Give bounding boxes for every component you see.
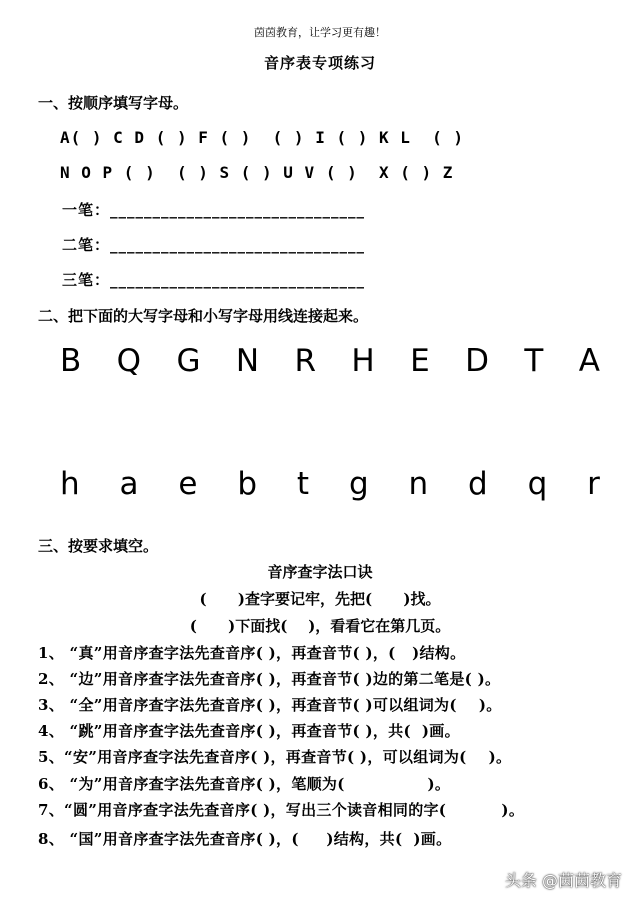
uppercase-letter: A [578,343,600,379]
uppercase-letter: B [60,343,82,379]
lowercase-letter: q [527,466,548,502]
watermark: 头条 @茵茵教育 [504,871,622,890]
question-5: 5、“安”用音序查字法先查音序( )，再查音节( )，可以组词为( )。 [38,748,512,766]
lowercase-letter: t [296,466,310,502]
uppercase-letter: G [176,343,201,379]
uppercase-row [60,343,600,379]
section3-heading: 三、按要求填空。 [38,537,159,555]
lowercase-letter: b [237,466,258,502]
lowercase-letter: d [468,466,488,502]
lowercase-letter: r [587,466,600,502]
uppercase-letter: E [410,343,430,379]
question-1: 1、 “真”用音序查字法先查音序( )，再查音节( )，( )结构。 [38,644,466,662]
rhyme-title: 音序查字法口诀 [267,563,373,581]
stroke-line-1: 一笔：______________________________ [62,201,366,219]
stroke-line-2: 二笔：______________________________ [62,236,366,254]
lowercase-letter: h [60,466,80,502]
uppercase-letter: D [465,343,489,379]
sequence-row-1: A( ) C D ( ) F ( ) ( ) I ( ) K L ( ) [60,128,465,147]
lowercase-row [60,466,600,502]
page-header: 茵茵教育，让学习更有趣！ [254,26,386,39]
question-6: 6、 “为”用音序查字法先查音序( )，笔顺为( )。 [38,775,451,793]
question-8: 8、 “国”用音序查字法先查音序( )，( )结构，共( )画。 [38,830,452,848]
rhyme-line-2: ( )下面找( )，看看它在第几页。 [189,617,451,635]
question-4: 4、 “跳”用音序查字法先查音序( )，再查音节( )，共( )画。 [38,722,460,740]
question-3: 3、 “全”用音序查字法先查音序( )，再查音节( )可以组词为( )。 [38,696,502,714]
lowercase-letter: g [348,466,369,502]
stroke-line-3: 三笔：______________________________ [62,271,366,289]
lowercase-letter: a [119,466,139,502]
section2-heading: 二、把下面的大写字母和小写字母用线连接起来。 [38,307,369,325]
question-2: 2、 “边”用音序查字法先查音序( )，再查音节( )边的第二笔是( )。 [38,670,501,688]
lowercase-letter: n [408,466,429,502]
rhyme-line-1: ( )查字要记牢，先把( )找。 [199,590,441,608]
section1-heading: 一、按顺序填写字母。 [38,94,189,112]
uppercase-letter: R [294,343,317,379]
uppercase-letter: T [524,343,544,379]
page-title: 音序表专项练习 [263,54,376,72]
question-7: 7、“圆”用音序查字法先查音序( )，写出三个读音相同的字( )。 [38,801,525,819]
lowercase-letter: e [178,466,198,502]
uppercase-letter: N [235,343,260,379]
uppercase-letter: Q [116,343,142,379]
uppercase-letter: H [351,343,375,379]
sequence-row-2: N O P ( ) ( ) S ( ) U V ( ) X ( ) Z [60,163,454,182]
